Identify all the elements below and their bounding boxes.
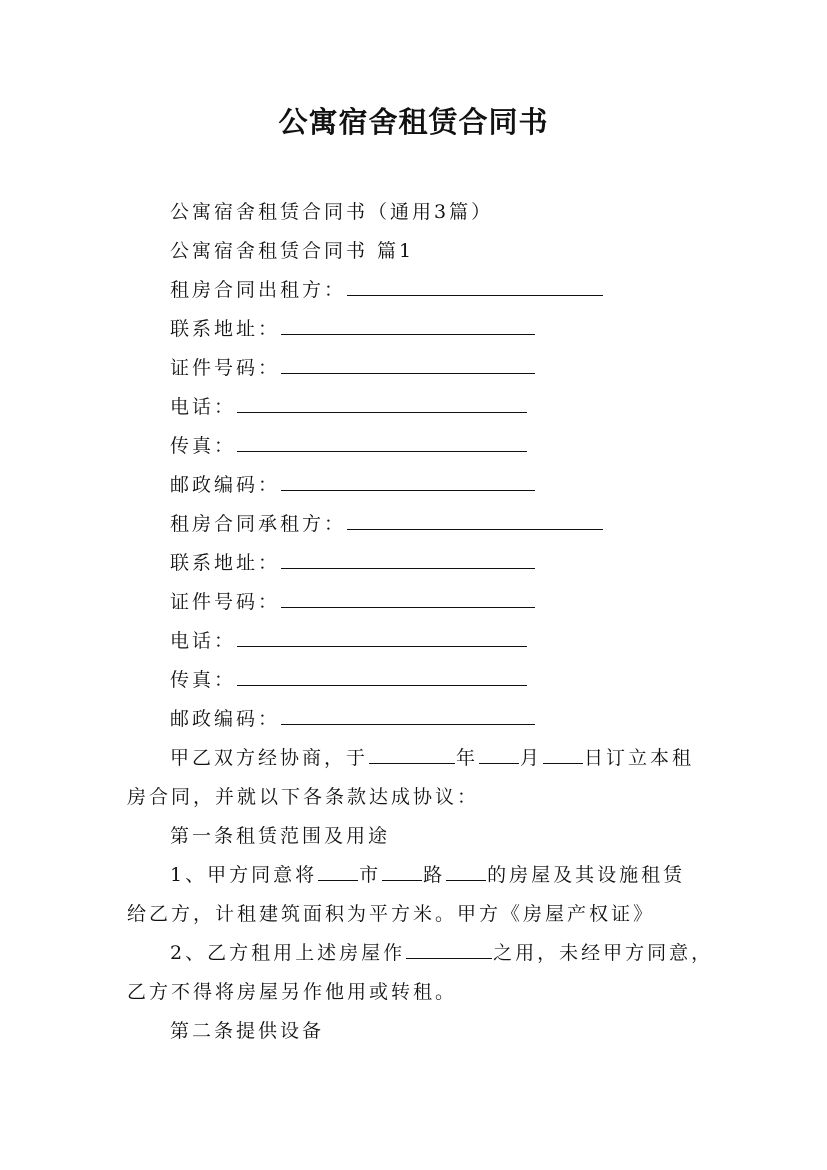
fill-blank[interactable] bbox=[281, 355, 535, 374]
fill-blank[interactable] bbox=[237, 628, 527, 647]
clause-1-continuation: 给乙方，计租建筑面积为平方米。甲方《房屋产权证》 bbox=[127, 903, 656, 925]
fill-blank[interactable] bbox=[347, 277, 603, 296]
lessor-zip-line: 邮政编码： bbox=[170, 472, 536, 498]
agreement-paragraph: 甲乙双方经协商，于 年 月 日订立本租 bbox=[170, 747, 695, 769]
fill-blank[interactable] bbox=[237, 433, 527, 452]
document-title: 公寓宿舍租赁合同书 bbox=[278, 105, 549, 139]
fill-blank[interactable] bbox=[446, 862, 486, 881]
agreement-continuation: 房合同，并就以下各条款达成协议： bbox=[127, 786, 480, 808]
fill-blank[interactable] bbox=[281, 589, 535, 608]
section-heading: 公寓宿舍租赁合同书 篇1 bbox=[170, 240, 415, 262]
fill-blank[interactable] bbox=[369, 745, 455, 764]
lessor-fax-line: 传真： bbox=[170, 433, 528, 459]
clause-1: 1、甲方同意将 市 路 的房屋及其设施租赁 bbox=[170, 864, 686, 886]
lessee-id-line: 证件号码： bbox=[170, 589, 536, 615]
lessee-address-line: 联系地址： bbox=[170, 550, 536, 576]
lessor-phone-line: 电话： bbox=[170, 394, 528, 420]
fill-blank[interactable] bbox=[281, 550, 535, 569]
fill-blank[interactable] bbox=[318, 862, 358, 881]
lessor-address-line: 联系地址： bbox=[170, 316, 536, 342]
article-heading: 第一条租赁范围及用途 bbox=[170, 825, 391, 847]
fill-blank[interactable] bbox=[382, 862, 422, 881]
clause-2-continuation: 乙方不得将房屋另作他用或转租。 bbox=[127, 981, 458, 1003]
fill-blank[interactable] bbox=[281, 706, 535, 725]
fill-blank[interactable] bbox=[281, 472, 535, 491]
lessee-phone-line: 电话： bbox=[170, 628, 528, 654]
lessee-zip-line: 邮政编码： bbox=[170, 706, 536, 732]
subtitle-line: 公寓宿舍租赁合同书（通用3篇） bbox=[170, 201, 494, 223]
clause-2: 2、乙方租用上述房屋作 之用，未经甲方同意， bbox=[170, 942, 714, 964]
fill-blank[interactable] bbox=[237, 394, 527, 413]
fill-blank[interactable] bbox=[347, 511, 603, 530]
lessee-fax-line: 传真： bbox=[170, 667, 528, 693]
fill-blank[interactable] bbox=[406, 940, 492, 959]
fill-blank[interactable] bbox=[281, 316, 535, 335]
fill-blank[interactable] bbox=[543, 745, 583, 764]
article-heading: 第二条提供设备 bbox=[170, 1020, 325, 1042]
lessee-line: 租房合同承租方： bbox=[170, 511, 604, 537]
fill-blank[interactable] bbox=[237, 667, 527, 686]
lessor-line: 租房合同出租方： bbox=[170, 277, 604, 303]
fill-blank[interactable] bbox=[479, 745, 519, 764]
lessor-id-line: 证件号码： bbox=[170, 355, 536, 381]
